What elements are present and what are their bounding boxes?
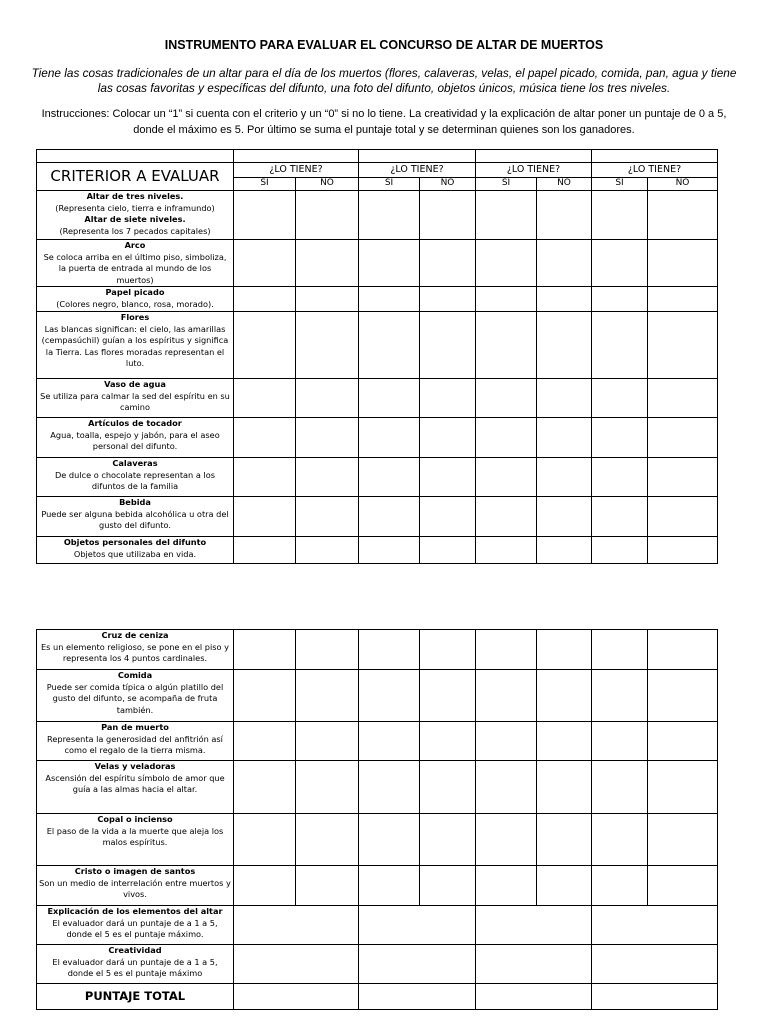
no-answer-cell[interactable] xyxy=(537,761,592,814)
criterion-description: El paso de la vida a la muerte que aleja los malos espíritus. xyxy=(46,825,224,847)
si-answer-cell[interactable] xyxy=(592,537,648,564)
si-answer-cell[interactable] xyxy=(592,240,648,287)
no-answer-cell[interactable] xyxy=(648,191,718,240)
score-cell[interactable] xyxy=(592,945,718,984)
si-answer-cell[interactable] xyxy=(234,761,296,814)
si-answer-cell[interactable] xyxy=(359,240,420,287)
criterion-cell xyxy=(37,761,234,814)
criteria-table-part-2 xyxy=(36,629,718,1010)
si-answer-cell[interactable] xyxy=(234,379,296,418)
no-answer-cell[interactable] xyxy=(537,458,592,497)
group-header-3: ¿LO TIENE? xyxy=(476,163,592,178)
no-answer-cell[interactable] xyxy=(420,761,476,814)
no-answer-cell[interactable] xyxy=(420,458,476,497)
si-answer-cell[interactable] xyxy=(234,287,296,312)
si-answer-cell[interactable] xyxy=(234,814,296,866)
si-answer-cell[interactable] xyxy=(476,458,537,497)
si-answer-cell[interactable] xyxy=(476,191,537,240)
si-answer-cell[interactable] xyxy=(476,537,537,564)
no-answer-cell[interactable] xyxy=(648,418,718,458)
si-answer-cell[interactable] xyxy=(476,418,537,458)
total-score-cell[interactable] xyxy=(359,984,476,1010)
scored-criterion-row xyxy=(37,945,718,984)
criterion-row xyxy=(37,537,718,564)
criterion-title: Objetos personales del difunto xyxy=(63,537,207,547)
no-answer-cell[interactable] xyxy=(537,379,592,418)
group-header-4: ¿LO TIENE? xyxy=(592,163,718,178)
criterion-description: Es un elemento religioso, se pone en el piso y representa los 4 puntos cardinales. xyxy=(40,641,229,663)
scored-criterion-row xyxy=(37,906,718,945)
criterion-description: Se coloca arriba en el último piso, simboliza, la puerta de entrada al mundo de los muertos) xyxy=(43,251,227,285)
si-answer-cell[interactable] xyxy=(234,497,296,537)
si-answer-cell[interactable] xyxy=(592,287,648,312)
score-cell[interactable] xyxy=(234,945,359,984)
no-answer-cell[interactable] xyxy=(420,537,476,564)
si-answer-cell[interactable] xyxy=(476,379,537,418)
criterion-description: Objetos que utilizaba en vida. xyxy=(73,548,197,559)
criterion-title: Altar de tres niveles. xyxy=(86,191,184,201)
si-answer-cell[interactable] xyxy=(592,379,648,418)
no-answer-cell[interactable] xyxy=(648,312,718,379)
si-answer-cell[interactable] xyxy=(592,497,648,537)
no-answer-cell[interactable] xyxy=(420,722,476,761)
criterion-cell xyxy=(37,458,234,497)
si-answer-cell[interactable] xyxy=(234,458,296,497)
criterion-cell xyxy=(37,312,234,379)
score-cell[interactable] xyxy=(592,906,718,945)
no-answer-cell[interactable] xyxy=(537,287,592,312)
si-header: SI xyxy=(359,178,420,191)
criterion-cell xyxy=(37,814,234,866)
criterion-description: Puede ser alguna bebida alcohólica u otra del gusto del difunto. xyxy=(41,508,229,530)
si-answer-cell[interactable] xyxy=(359,630,420,670)
no-answer-cell[interactable] xyxy=(537,866,592,906)
si-answer-cell[interactable] xyxy=(234,191,296,240)
criterion-description: El evaluador dará un puntaje de a 1 a 5, donde el 5 es el puntaje máximo. xyxy=(52,917,218,939)
criterion-row xyxy=(37,497,718,537)
si-answer-cell[interactable] xyxy=(592,630,648,670)
no-answer-cell[interactable] xyxy=(296,312,359,379)
criterion-title: Cruz de ceniza xyxy=(101,630,169,640)
si-answer-cell[interactable] xyxy=(234,722,296,761)
criterion-cell xyxy=(37,537,234,564)
criterion-row xyxy=(37,240,718,287)
no-answer-cell[interactable] xyxy=(648,458,718,497)
criterion-title: Comida xyxy=(117,670,153,680)
no-header: NO xyxy=(420,178,476,191)
no-answer-cell[interactable] xyxy=(648,630,718,670)
no-header: NO xyxy=(296,178,359,191)
criterion-cell xyxy=(37,191,234,240)
si-answer-cell[interactable] xyxy=(234,630,296,670)
criterion-title: Altar de siete niveles. xyxy=(84,214,186,224)
no-answer-cell[interactable] xyxy=(648,866,718,906)
no-answer-cell[interactable] xyxy=(537,814,592,866)
criterion-row xyxy=(37,761,718,814)
criterion-cell xyxy=(37,906,234,945)
criterion-description: Ascensión del espíritu símbolo de amor que guía a las almas hacia el altar. xyxy=(45,772,225,794)
si-answer-cell[interactable] xyxy=(359,312,420,379)
no-answer-cell[interactable] xyxy=(420,670,476,722)
no-answer-cell[interactable] xyxy=(296,670,359,722)
si-answer-cell[interactable] xyxy=(592,312,648,379)
score-cell[interactable] xyxy=(359,945,476,984)
criterion-cell xyxy=(37,630,234,670)
blank-cell xyxy=(359,150,476,163)
si-answer-cell[interactable] xyxy=(592,866,648,906)
criterion-row xyxy=(37,191,718,240)
no-answer-cell[interactable] xyxy=(537,240,592,287)
criterion-description: (Representa cielo, tierra e inframundo) xyxy=(55,202,215,213)
criterion-description: Puede ser comida típica o algún platillo del gusto del difunto, se acompaña de fruta también. xyxy=(46,681,224,715)
no-answer-cell[interactable] xyxy=(296,458,359,497)
no-answer-cell[interactable] xyxy=(648,497,718,537)
table-top-row xyxy=(37,150,718,163)
si-answer-cell[interactable] xyxy=(359,814,420,866)
criterion-row xyxy=(37,814,718,866)
criterion-row xyxy=(37,418,718,458)
group-header-2: ¿LO TIENE? xyxy=(359,163,476,178)
si-answer-cell[interactable] xyxy=(234,240,296,287)
si-answer-cell[interactable] xyxy=(359,379,420,418)
no-answer-cell[interactable] xyxy=(420,814,476,866)
si-answer-cell[interactable] xyxy=(476,240,537,287)
no-answer-cell[interactable] xyxy=(420,418,476,458)
no-answer-cell[interactable] xyxy=(296,240,359,287)
si-answer-cell[interactable] xyxy=(359,866,420,906)
si-answer-cell[interactable] xyxy=(359,458,420,497)
no-answer-cell[interactable] xyxy=(648,537,718,564)
criterion-description: Son un medio de interrelación entre muertos y vivos. xyxy=(39,877,231,899)
si-answer-cell[interactable] xyxy=(476,866,537,906)
criterion-row xyxy=(37,287,718,312)
no-answer-cell[interactable] xyxy=(296,287,359,312)
criterion-description: Agua, toalla, espejo y jabón, para el aseo personal del difunto. xyxy=(50,429,220,451)
criterion-title: Calaveras xyxy=(112,458,158,468)
no-answer-cell[interactable] xyxy=(296,814,359,866)
no-answer-cell[interactable] xyxy=(420,191,476,240)
criteria-table-part-1 xyxy=(36,149,718,564)
criterion-row xyxy=(37,312,718,379)
no-answer-cell[interactable] xyxy=(537,630,592,670)
si-answer-cell[interactable] xyxy=(234,312,296,379)
criteria-column-header: CRITERIOR A EVALUAR xyxy=(37,163,234,191)
si-answer-cell[interactable] xyxy=(359,287,420,312)
criterion-description: De dulce o chocolate representan a los difuntos de la familia xyxy=(54,469,216,491)
si-header: SI xyxy=(592,178,648,191)
table-header-row xyxy=(37,163,718,178)
total-row xyxy=(37,984,718,1010)
criterion-title: Creatividad xyxy=(108,945,162,955)
criterion-title: Explicación de los elementos del altar xyxy=(47,906,223,916)
si-answer-cell[interactable] xyxy=(234,537,296,564)
criterion-description: (Representa los 7 pecados capitales) xyxy=(59,225,211,236)
no-answer-cell[interactable] xyxy=(420,287,476,312)
no-answer-cell[interactable] xyxy=(420,497,476,537)
document-instructions: Instrucciones: Colocar un “1” si cuenta con el criterio y un “0” si no lo tiene. La creatividad y la explicación de altar poner un puntaje de 0 a 5, donde el máximo es 5. Por último se suma el puntaje total y se determinan quienes son los ganadores. xyxy=(41,108,727,136)
no-answer-cell[interactable] xyxy=(420,240,476,287)
criterion-cell xyxy=(37,497,234,537)
si-answer-cell[interactable] xyxy=(234,866,296,906)
no-answer-cell[interactable] xyxy=(537,670,592,722)
blank-cell xyxy=(37,150,234,163)
criterion-title: Pan de muerto xyxy=(101,722,169,732)
criterion-cell xyxy=(37,379,234,418)
si-answer-cell[interactable] xyxy=(476,497,537,537)
no-answer-cell[interactable] xyxy=(537,537,592,564)
si-answer-cell[interactable] xyxy=(359,418,420,458)
total-label: PUNTAJE TOTAL xyxy=(37,984,234,1010)
no-answer-cell[interactable] xyxy=(296,630,359,670)
si-answer-cell[interactable] xyxy=(592,761,648,814)
no-answer-cell[interactable] xyxy=(296,722,359,761)
si-answer-cell[interactable] xyxy=(234,670,296,722)
si-answer-cell[interactable] xyxy=(592,670,648,722)
no-answer-cell[interactable] xyxy=(537,722,592,761)
si-answer-cell[interactable] xyxy=(234,418,296,458)
score-cell[interactable] xyxy=(234,906,359,945)
no-answer-cell[interactable] xyxy=(296,418,359,458)
si-header: SI xyxy=(234,178,296,191)
no-answer-cell[interactable] xyxy=(296,537,359,564)
no-header: NO xyxy=(537,178,592,191)
criterion-title: Flores xyxy=(120,312,150,322)
total-score-cell[interactable] xyxy=(234,984,359,1010)
total-score-cell[interactable] xyxy=(592,984,718,1010)
si-answer-cell[interactable] xyxy=(359,722,420,761)
no-answer-cell[interactable] xyxy=(537,497,592,537)
si-answer-cell[interactable] xyxy=(476,630,537,670)
criterion-cell xyxy=(37,240,234,287)
blank-cell xyxy=(234,150,359,163)
si-answer-cell[interactable] xyxy=(359,191,420,240)
document-intro: Tiene las cosas tradicionales de un altar para el día de los muertos (flores, calaveras, velas, el papel picado, comida, pan, agua y tiene las cosas favoritas y específicas del difunto, una foto del difunto, objetos únicos, música tiene los tres niveles. xyxy=(31,66,737,95)
no-answer-cell[interactable] xyxy=(537,418,592,458)
si-answer-cell[interactable] xyxy=(476,670,537,722)
no-answer-cell[interactable] xyxy=(648,814,718,866)
si-header: SI xyxy=(476,178,537,191)
document-title: INSTRUMENTO PARA EVALUAR EL CONCURSO DE ALTAR DE MUERTOS xyxy=(164,38,604,52)
criterion-row xyxy=(37,722,718,761)
no-answer-cell[interactable] xyxy=(648,722,718,761)
criterion-cell xyxy=(37,945,234,984)
no-answer-cell[interactable] xyxy=(420,630,476,670)
score-cell[interactable] xyxy=(476,945,592,984)
criterion-cell xyxy=(37,287,234,312)
no-answer-cell[interactable] xyxy=(648,761,718,814)
no-answer-cell[interactable] xyxy=(296,191,359,240)
blank-cell xyxy=(592,150,718,163)
no-answer-cell[interactable] xyxy=(420,312,476,379)
si-answer-cell[interactable] xyxy=(592,191,648,240)
criterion-description: Se utiliza para calmar la sed del espíritu en su camino xyxy=(40,390,230,412)
criterion-description: Representa la generosidad del anfitrión así como el regalo de la tierra misma. xyxy=(47,733,223,755)
criterion-row xyxy=(37,866,718,906)
criterion-cell xyxy=(37,722,234,761)
criterion-cell xyxy=(37,866,234,906)
blank-cell xyxy=(476,150,592,163)
si-answer-cell[interactable] xyxy=(592,722,648,761)
no-answer-cell[interactable] xyxy=(648,240,718,287)
si-answer-cell[interactable] xyxy=(476,761,537,814)
no-answer-cell[interactable] xyxy=(420,379,476,418)
si-answer-cell[interactable] xyxy=(359,537,420,564)
no-answer-cell[interactable] xyxy=(537,312,592,379)
si-answer-cell[interactable] xyxy=(476,312,537,379)
criterion-title: Velas y veladoras xyxy=(94,761,176,771)
criterion-description: El evaluador dará un puntaje de a 1 a 5, donde el 5 es el puntaje máximo xyxy=(52,956,218,978)
no-answer-cell[interactable] xyxy=(296,761,359,814)
criterion-title: Vaso de agua xyxy=(104,379,166,389)
criterion-cell xyxy=(37,670,234,722)
group-header-1: ¿LO TIENE? xyxy=(234,163,359,178)
criterion-cell xyxy=(37,418,234,458)
si-answer-cell[interactable] xyxy=(476,722,537,761)
criterion-title: Cristo o imagen de santos xyxy=(74,866,196,876)
no-answer-cell[interactable] xyxy=(648,670,718,722)
no-answer-cell[interactable] xyxy=(648,287,718,312)
criterion-title: Papel picado xyxy=(105,287,165,297)
no-answer-cell[interactable] xyxy=(537,191,592,240)
criterion-row xyxy=(37,670,718,722)
si-answer-cell[interactable] xyxy=(359,497,420,537)
score-cell[interactable] xyxy=(476,906,592,945)
si-answer-cell[interactable] xyxy=(359,670,420,722)
no-answer-cell[interactable] xyxy=(648,379,718,418)
no-answer-cell[interactable] xyxy=(420,866,476,906)
criterion-description: Las blancas significan: el cielo, las amarillas (cempasúchil) guían a los espíritus y significa la Tierra. Las flores moradas representan el luto. xyxy=(41,323,229,368)
criterion-row xyxy=(37,458,718,497)
criterion-title: Copal o incienso xyxy=(97,814,173,824)
no-header: NO xyxy=(648,178,718,191)
criterion-row xyxy=(37,379,718,418)
no-answer-cell[interactable] xyxy=(296,379,359,418)
criterion-row xyxy=(37,630,718,670)
criterion-title: Arco xyxy=(124,240,146,250)
si-answer-cell[interactable] xyxy=(592,418,648,458)
criterion-description: (Colores negro, blanco, rosa, morado). xyxy=(56,298,214,309)
no-answer-cell[interactable] xyxy=(296,866,359,906)
si-answer-cell[interactable] xyxy=(592,458,648,497)
total-score-cell[interactable] xyxy=(476,984,592,1010)
si-answer-cell[interactable] xyxy=(359,761,420,814)
no-answer-cell[interactable] xyxy=(296,497,359,537)
si-answer-cell[interactable] xyxy=(592,814,648,866)
score-cell[interactable] xyxy=(359,906,476,945)
si-answer-cell[interactable] xyxy=(476,814,537,866)
criterion-title: Artículos de tocador xyxy=(88,418,182,428)
si-answer-cell[interactable] xyxy=(476,287,537,312)
criterion-title: Bebida xyxy=(119,497,151,507)
